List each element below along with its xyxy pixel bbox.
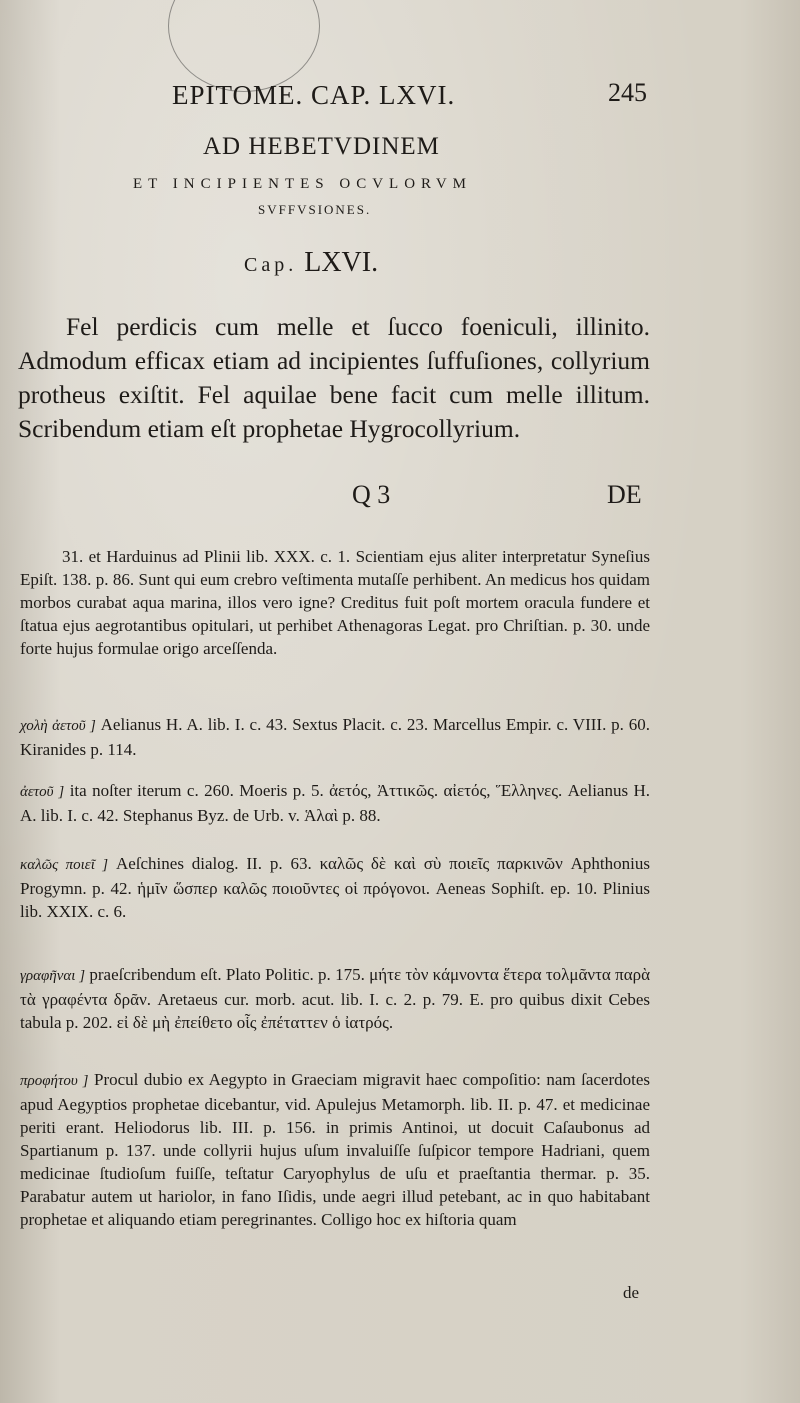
running-head: EPITOME. CAP. LXVI. xyxy=(172,80,456,110)
footnote-continuation xyxy=(20,545,650,660)
footnote-text: ita noſter iterum c. 260. Moeris p. 5. ἀετός, Ἀττικῶς. αἰετός, Ἕλληνες. Aelianus H. A. lib. I. c. 42. Stephanus Byz. de Urb. v. Ἁλαὶ p. 88. xyxy=(20,781,651,825)
footnote-text: 31. et Harduinus ad Plinii lib. XXX. c. 1. Scientiam ejus aliter interpretatur Syneſius Epiſt. 138. p. 86. Sunt qui eum crebro veſtimenta mutaſſe perhibent. An medicus hos quidam morbos curabat aqua marina, illos vero igne? Creditus fuit poſt mortem oracula fundere et ſtatua ejus aegrotantibus opitulari, ut perhibet Athenagoras Legat. pro Chriſtian. p. 30. unde forte hujus formulae origo arceſſenda. xyxy=(20,547,650,658)
main-paragraph: Fel perdicis cum melle et ſucco foeniculi, illinito. Admodum efficax etiam ad incipientes ſuffuſiones, collyrium protheus exiſtit. Fel aquilae bene facit cum melle illitum. Scribendum etiam eſt prophetae Hygrocollyrium. xyxy=(18,312,650,443)
footnote-text: Procul dubio ex Aegypto in Graeciam migravit haec compoſitio: nam ſacerdotes apud Aegyptios prophetae dicebantur, vid. Apulejus Metamorph. lib. II. p. 47. et medicinae periti erant. Heliodorus lib. III. p. 156. in primis Antinoi, ut docuit Caſaubonus ad Spartianum p. 137. unde collyrii hujus uſum invaluiſſe ſuſpicor tempore Hadriani, quem medicinae ſtudioſum fuiſſe, teſtatur Caryophylus de uſu et praeſtantia thermar. p. 35. Parabatur autem ut hariolor, in fano Iſidis, unde aegri illud petebant, ac in quo habitabant prophetae et aliquando etiam peregrinantes. Colligo hoc ex hiſtoria quam xyxy=(20,1070,651,1229)
signature-mark: Q 3 xyxy=(352,480,391,509)
chapter-title-line-2: ET INCIPIENTES OCVLORVM xyxy=(133,176,473,192)
footnote xyxy=(20,713,650,761)
footnote-lemma: καλῶς ποιεῖ ] xyxy=(20,857,109,873)
footnote-lemma: προφήτου ] xyxy=(20,1073,89,1089)
footnote-text: praeſcribendum eſt. Plato Politic. p. 175. μήτε τὸν κάμνοντα ἕτερα τολμᾶντα παρὰ τὰ γραφέντα δρᾶν. Aretaeus cur. morb. acut. lib. I. c. 2. p. 79. E. pro quibus dixit Cebes tabula p. 202. εἰ δὲ μὴ ἐπείθετο οἷς ἐπέταττεν ὁ ἰατρός. xyxy=(20,965,651,1032)
catchword: DE xyxy=(607,480,642,509)
footnote xyxy=(20,1068,650,1231)
footnote xyxy=(20,852,650,923)
page-number: 245 xyxy=(608,78,647,107)
chapter-label: Cap. xyxy=(244,254,298,276)
footnote xyxy=(20,779,650,827)
chapter-title-line-1: AD HEBETVDINEM xyxy=(203,133,440,160)
footnote-catchword: de xyxy=(623,1283,640,1302)
footnote-text: Aeſchines dialog. II. p. 63. καλῶς δὲ καὶ σὺ ποιεῖς παρκινῶν Aphthonius Progymn. p. 42. ἡμῖν ὥσπερ καλῶς ποιοῦντες οἱ πρόγονοι. Aeneas Sophiſt. ep. 10. Plinius lib. XXIX. c. 6. xyxy=(20,854,650,921)
footnote-lemma: χολὴ ἀετοῦ ] xyxy=(20,718,96,734)
chapter-title-line-3: SVFFVSIONES. xyxy=(258,202,372,217)
footnote-lemma: γραφῆναι ] xyxy=(20,968,86,984)
footnote xyxy=(20,963,650,1034)
footnote-lemma: ἀετοῦ ] xyxy=(20,784,65,800)
chapter-heading xyxy=(244,247,378,279)
footnote-text: Aelianus H. A. lib. I. c. 43. Sextus Placit. c. 23. Marcellus Empir. c. VIII. p. 60. Kiranides p. 114. xyxy=(20,715,651,759)
chapter-number: LXVI. xyxy=(304,247,379,278)
pencil-mark xyxy=(168,0,320,92)
